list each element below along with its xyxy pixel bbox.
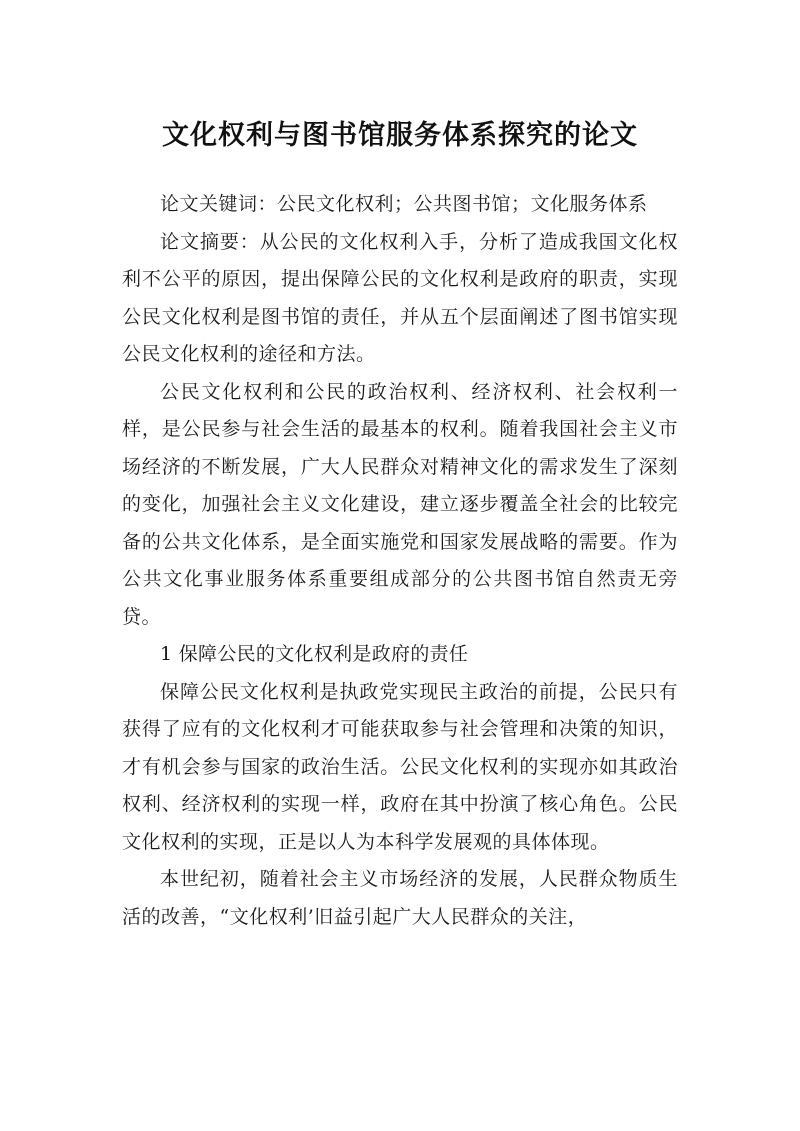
document-title: 文化权利与图书馆服务体系探究的论文 [162,120,638,152]
keywords-paragraph: 论文关键词：公民文化权利；公共图书馆；文化服务体系 [160,193,648,215]
intro-paragraph: 公民文化权利和公民的政治权利、经济权利、社会权利一样，是公民参与社会生活的最基本的权利。随着我国社会主义市场经济的不断发展，广大人民群众对精神文化的需求发生了深刻的变化，加强社会主义文化建设，建立逐步覆盖全社会的比较完备的公共文化体系，是全面实施党和国家发展战略的需要。作为公共文化事业服务体系重要组成部分的公共图书馆自然责无旁贷。 [122,380,678,628]
body-paragraph: 本世纪初，随着社会主义市场经济的发展，人民群众物质生活的改善，“文化权利’旧益引起广大人民群众的关注， [122,868,678,928]
document-body [122,186,678,936]
section-heading: 1 保障公民的文化权利是政府的责任 [160,643,469,665]
abstract-paragraph: 论文摘要：从公民的文化权利入手，分析了造成我国文化权利不公平的原因，提出保障公民的文化权利是政府的职责，实现公民文化权利是图书馆的责任，并从五个层面阐述了图书馆实现公民文化权利的途径和方法。 [122,230,678,365]
body-paragraph: 保障公民文化权利是执政党实现民主政治的前提，公民只有获得了应有的文化权利才可能获取参与社会管理和决策的知识，才有机会参与国家的政治生活。公民文化权利的实现亦如其政治权利、经济权利的实现一样，政府在其中扮演了核心角色。公民文化权利的实现，正是以人为本科学发展观的具体体现。 [122,680,678,853]
